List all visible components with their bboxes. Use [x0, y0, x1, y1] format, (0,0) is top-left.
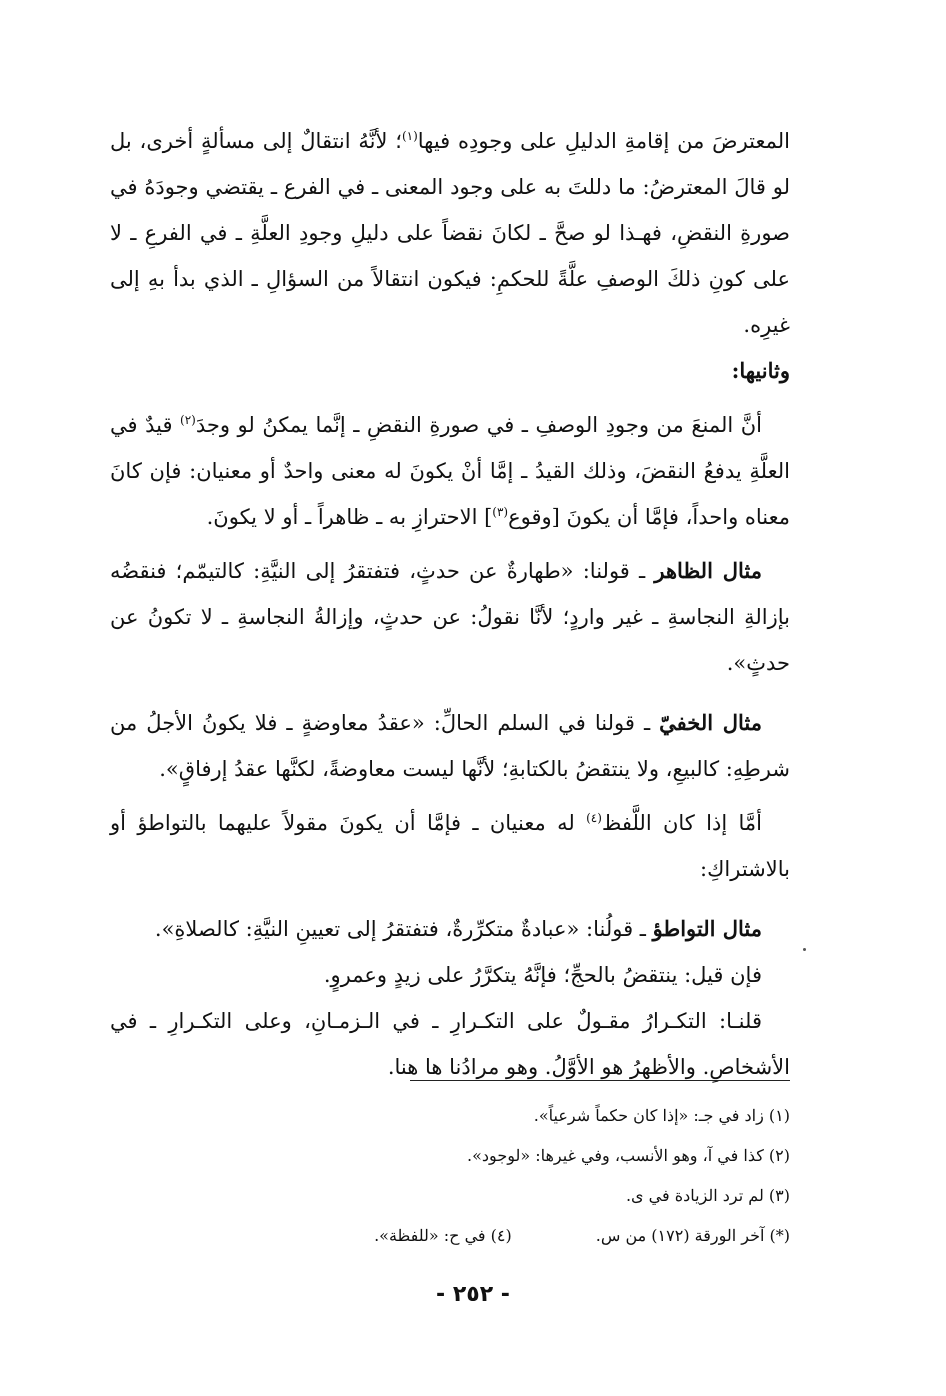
- page-number: - ٢٥٢ -: [436, 1282, 510, 1307]
- footnote-4: (٤) في ح: «للفظة».: [374, 1226, 512, 1245]
- paragraph-2-continuation: قيدٌ في العلَّةِ يدفعُ النقضَ، وذلك القيدُ ـ إمَّا أنْ يكونَ له معنى واحدٌ أو معنيان: فإن كانَ معناه واحداً، فإمَّا أن يكونَ [وقوع: [110, 413, 790, 529]
- paragraph-4-text: ـ قولنا في السلم الحالِّ: «عقدُ معاوضةٍ ـ فلا يكونُ الأجلُ من شرطِهِ: كالبيعِ، ولا ينتقضُ بالكتابةِ؛ لأنَّها ليست معاوضةً، لكنَّها عقدُ إرفاقٍ».: [110, 711, 790, 781]
- footnote-2: (٢) كذا في آ، وهو الأنسب، وفي غيرها: «لوجود».: [467, 1146, 790, 1165]
- paragraph-1: [110, 118, 790, 348]
- paragraph-5-continuation: له معنيان ـ فإمَّا أن يكونَ مقولاً عليهما بالتواطؤ أو بالاشتراكِ:: [110, 811, 790, 881]
- paragraph-5: [110, 800, 790, 892]
- footnote-ref-2[interactable]: (٢): [180, 413, 196, 427]
- paragraph-2-end: ] الاحترازِ به ـ ظاهراً ـ أو لا يكونَ.: [206, 505, 493, 529]
- example-apparent-label: مثال الظاهر: [654, 558, 762, 583]
- footnote-ref-3[interactable]: (٣): [492, 505, 509, 519]
- paragraph-6-text: ـ قولُنا: «عبادةٌ متكرِّرةٌ، فتفتقرُ إلى تعيينِ النيَّةِ: كالصلاةِ».: [154, 917, 653, 941]
- footnote-row: [110, 1216, 790, 1256]
- paragraph-6: [110, 906, 790, 952]
- footnote-3: (٣) لم ترد الزيادة في ى.: [625, 1186, 790, 1205]
- paragraph-8: قلنـا: التكـرارُ مقـولٌ على التكـرارِ ـ في الـزمـانِ، وعلى التكـرارِ ـ في الأشخاصِ. والأظهرُ هو الأوَّلُ. وهو مرادُنا ها هنا.: [110, 1009, 790, 1079]
- scan-speck: [803, 948, 806, 951]
- paragraph-3: [110, 548, 790, 686]
- footnote-1: (١) زاد في جـ: «إذا كان حكماً شرعياً».: [533, 1106, 790, 1125]
- main-text: [110, 118, 790, 1090]
- paragraph-2: [110, 402, 790, 540]
- footnote-ref-4[interactable]: (٤): [586, 811, 602, 825]
- footnote-ref-1[interactable]: (١): [401, 129, 418, 143]
- paragraph-5-text: أمَّا إذا كان اللَّفظ: [601, 811, 762, 835]
- paragraph-4: [110, 700, 790, 792]
- paragraph-1-continuation: ؛ لأنَّهُ انتقالٌ إلى مسألةٍ أخرى، بل لو قالَ المعترضُ: ما دللتَ به على وجود المعنى ـ في الفرع ـ يقتضي وجودَهُ في صورةِ النقضِ، فهـذا لو صحَّ ـ لكانَ نقضاً على دليلِ وجودِ العلَّةِ ـ في الفرعِ ـ لا على كونِ ذلكَ الوصفِ علَّةً للحكمِ: فيكون انتقالاً من السؤالِ ـ الذي بدأ بهِ إلى غيرِه.: [110, 129, 790, 337]
- example-univocal-label: مثال التواطؤ: [652, 916, 762, 941]
- paragraph-2-text: أنَّ المنعَ من وجودِ الوصفِ ـ في صورةِ النقضِ ـ إنَّما يمكنُ لو وجدَ: [195, 413, 762, 437]
- footnote-star: (*) آخر الورقة (١٧٢) من س.: [595, 1226, 790, 1245]
- example-hidden-label: مثال الخفيّ: [659, 710, 763, 735]
- section-heading: وثانيها:: [731, 358, 790, 383]
- footnote-divider: [410, 1080, 790, 1081]
- paragraph-7: فإن قيل: ينتقضُ بالحجِّ؛ فإنَّهُ يتكرَّرُ على زيدٍ وعمروٍ.: [323, 963, 762, 987]
- paragraph-1-text: المعترضَ من إقامةِ الدليلِ على وجودِه فيها: [417, 129, 790, 153]
- footnotes: [110, 1096, 790, 1256]
- paragraph-3-text: ـ قولنا: «طهارةٌ عن حدثٍ، فتفتقرُ إلى النيَّةِ: كالتيمّم؛ فنقضُه بإزالةِ النجاسةِ ـ غير واردٍ؛ لأنَّا نقولُ: عن حدثٍ، وإزالةُ النجاسةِ ـ لا تكونُ عن حدثٍ».: [110, 559, 790, 675]
